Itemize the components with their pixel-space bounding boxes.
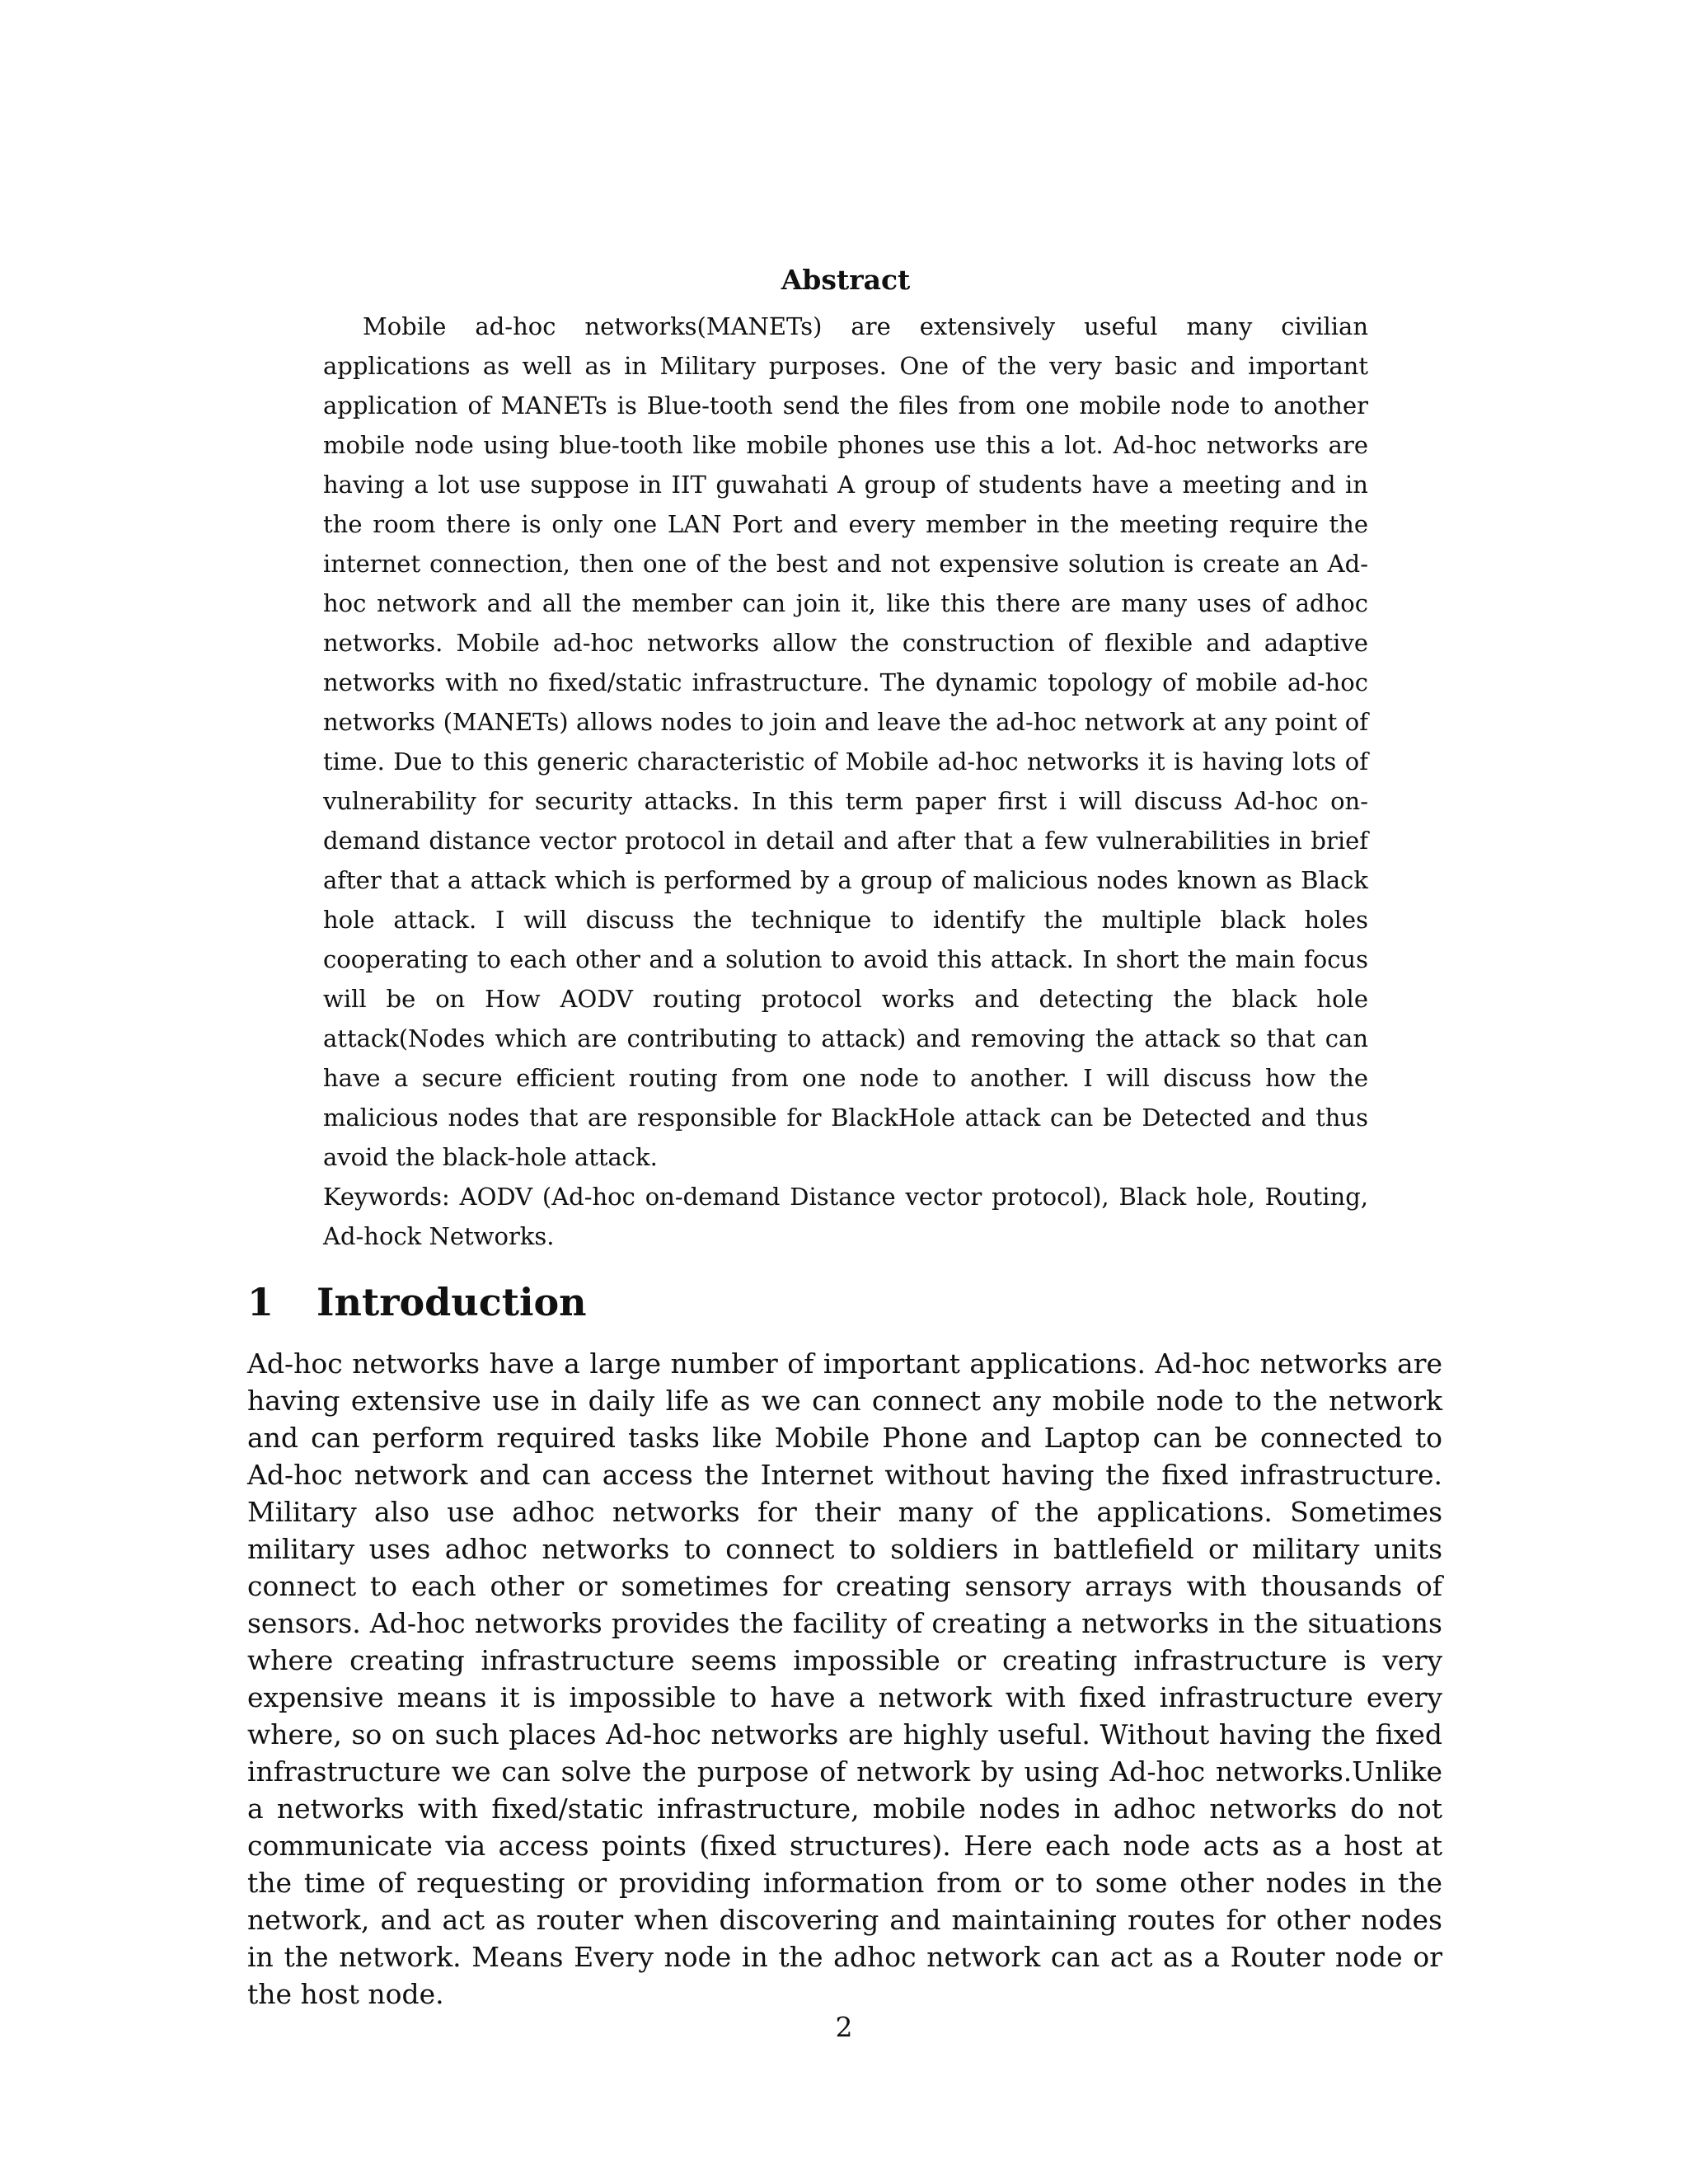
section-number: 1 (247, 1280, 274, 1324)
abstract-body: Mobile ad-hoc networks(MANETs) are extensively useful many civilian applications as well as in Military purposes. One of the very basic and important application of MANETs is Blue-tooth send the files from one mobile node to another mobile node using blue-tooth like mobile phones use this a lot. Ad-hoc networks are having a lot use suppose in IIT guwahati A group of students have a meeting and in the room there is only one LAN Port and every member in the meeting require the internet connection, then one of the best and not expensive solution is create an Ad-hoc network and all the member can join it, like this there are many uses of adhoc networks. Mobile ad-hoc networks allow the construction of flexible and adaptive networks with no fixed/static infrastructure. The dynamic topology of mobile ad-hoc networks (MANETs) allows nodes to join and leave the ad-hoc network at any point of time. Due to this generic characteristic of Mobile ad-hoc networks it is having lots of vulnerability for security attacks. In this term paper first i will discuss Ad-hoc on-demand distance vector protocol in detail and after that a few vulnerabilities in brief after that a attack which is performed by a group of malicious nodes known as Black hole attack. I will discuss the technique to identify the multiple black holes cooperating to each other and a solution to avoid this attack. In short the main focus will be on How AODV routing protocol works and detecting the black hole attack(Nodes which are contributing to attack) and removing the attack so that can have a secure efficient routing from one node to another. I will discuss how the malicious nodes that are responsible for BlackHole attack can be Detected and thus avoid the black-hole attack. (323, 312, 1368, 1171)
abstract-keywords: Keywords: AODV (Ad-hoc on-demand Distance vector protocol), Black hole, Routing, Ad-hock Networks. (323, 1183, 1368, 1250)
section-title: Introduction (316, 1280, 587, 1324)
section-body: Ad-hoc networks have a large number of important applications. Ad-hoc networks are having extensive use in daily life as we can connect any mobile node to the network and can perform required tasks like Mobile Phone and Laptop can be connected to Ad-hoc network and can access the Internet without having the fixed infrastructure. Military also use adhoc networks for their many of the applications. Sometimes military uses adhoc networks to connect to soldiers in battlefield or military units connect to each other or sometimes for creating sensory arrays with thousands of sensors. Ad-hoc networks provides the facility of creating a networks in the situations where creating infrastructure seems impossible or creating infrastructure is very expensive means it is impossible to have a network with fixed infrastructure every where, so on such places Ad-hoc networks are highly useful. Without having the fixed infrastructure we can solve the purpose of network by using Ad-hoc networks.Unlike a networks with fixed/static infrastructure, mobile nodes in adhoc networks do not communicate via access points (fixed structures). Here each node acts as a host at the time of requesting or providing information from or to some other nodes in the network, and act as router when discovering and maintaining routes for other nodes in the network. Means Every node in the adhoc network can act as a Router node or the host node. (247, 1347, 1442, 2010)
section-heading (247, 1277, 1442, 1327)
abstract-title: Abstract (781, 264, 911, 296)
abstract-block (323, 262, 1368, 1256)
introduction-section (247, 1277, 1442, 2013)
page-number: 2 (835, 2011, 853, 2043)
